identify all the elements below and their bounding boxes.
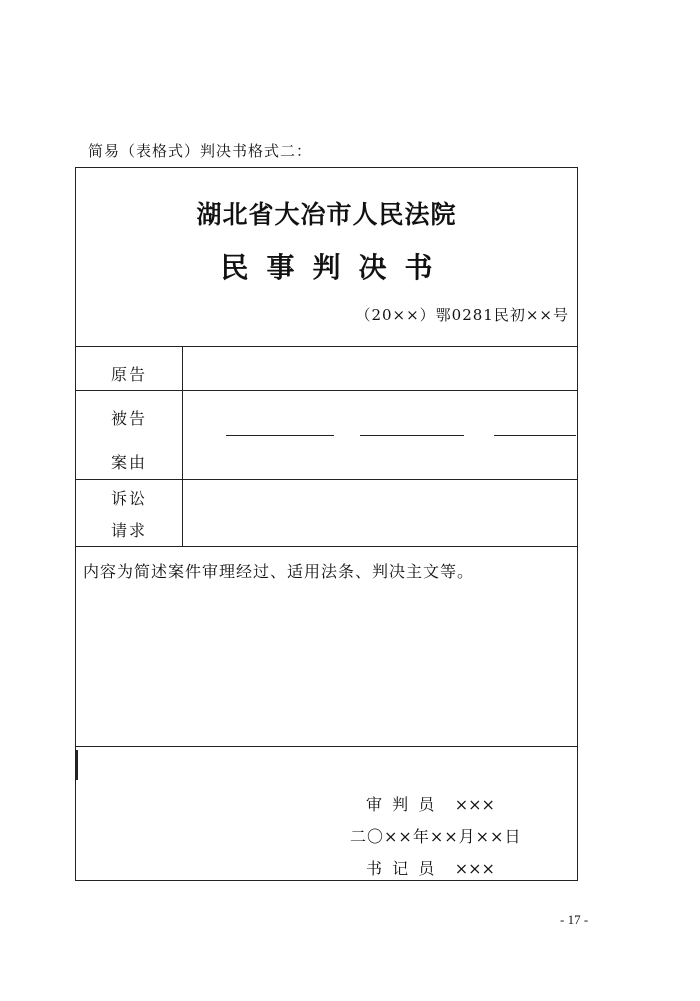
header-divider bbox=[76, 346, 577, 347]
label-column-divider bbox=[182, 346, 183, 546]
fill-line-1 bbox=[226, 435, 334, 436]
fill-line-3 bbox=[494, 435, 576, 436]
court-name: 湖北省大冶市人民法院 bbox=[196, 200, 457, 229]
plaintiff-row-divider bbox=[76, 390, 577, 391]
clerk-signature: 书 记 员 ××× bbox=[366, 859, 495, 878]
plaintiff-label: 原告 bbox=[110, 365, 147, 384]
claim-label-line1: 诉讼 bbox=[110, 489, 147, 508]
form-caption: 简易（表格式）判决书格式二： bbox=[88, 142, 313, 160]
claim-row-divider bbox=[76, 546, 577, 547]
body-divider bbox=[76, 746, 577, 747]
cause-row-divider bbox=[76, 479, 577, 480]
document-title: 民事判决书 bbox=[220, 251, 451, 284]
claim-label-line2: 请求 bbox=[110, 521, 147, 540]
case-number: （20××）鄂0281民初××号 bbox=[355, 306, 569, 324]
fill-line-2 bbox=[360, 435, 464, 436]
body-instruction: 内容为简述案件审理经过、适用法条、判决主文等。 bbox=[83, 562, 475, 581]
defendant-label: 被告 bbox=[110, 409, 147, 428]
cause-label: 案由 bbox=[110, 453, 147, 472]
margin-mark bbox=[76, 750, 78, 780]
judge-signature: 审 判 员 ××× bbox=[366, 795, 495, 814]
judgment-form bbox=[75, 167, 578, 881]
page-number: - 17 - bbox=[560, 912, 589, 927]
judgment-date: 二〇××年××月××日 bbox=[350, 827, 522, 846]
